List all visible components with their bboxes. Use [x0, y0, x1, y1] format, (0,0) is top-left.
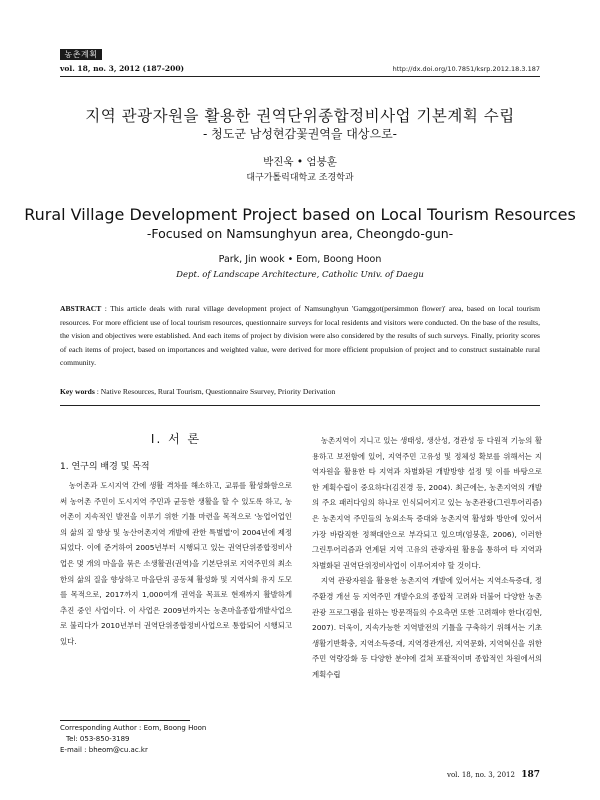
body-paragraph: 농촌지역이 지니고 있는 생태성, 생산성, 경관성 등 다원적 기능의 활용하고 보전함에 있어, 지역주민 고유성 및 정체성 확보를 위해서는 지역자원을 활용한 타 지역과 차별화된 개발방향 설정 및 이를 바탕으로 한 계획수립이 중요하다(김진경 등, 2004). 최근에는, 농촌지역의 개발의 주요 패러다임의 하나로 인식되어지고 있는 농촌관광(그린투어리즘)은 농촌지역 주민들의 농외소득 증대와 농촌지역 활성화 방안에 있어서 가장 바람직한 정책대안으로 부각되고 있으며(엄붕훈, 2006), 이러한 그린투어리즘과 연계된 지역 고유의 관광자원 활용을 통하여 타 지역과 차별화된 권역단위정비사업이 이루어져야 할 것이다. — [312, 436, 542, 570]
footnote-divider — [60, 720, 190, 721]
korean-subtitle: - 청도군 남성현감꽃권역을 대상으로- — [203, 127, 397, 141]
corresponding-author: Corresponding Author : Eom, Boong Hoon — [60, 724, 207, 732]
english-affiliation: Dept. of Landscape Architecture, Catholic Univ. of Daegu — [176, 270, 424, 280]
footer-volume: vol. 18, no. 3, 2012 — [446, 771, 515, 779]
english-title: Rural Village Development Project based on Local Tourism Resources — [24, 205, 576, 224]
section-heading: I. 서 론 — [150, 432, 202, 446]
right-column — [312, 433, 542, 683]
body-paragraph: 지역 관광자원을 활용한 농촌지역 개발에 있어서는 지역소득증대, 정주환경 개선 등 지역주민 개발수요의 종합적 고려와 더불어 다양한 농촌관광 프로그램을 원하는 방문객들의 수요측면 또한 고려해야 한다(김현, 2007). 더욱이, 지속가능한 지역발전의 기틀을 구축하기 위해서는 기초생활기반확충, 지역소득증대, 지역경관개선, 지역문화, 지역혁신을 위한 주민 역량강화 등 다양한 분야에 걸쳐 포괄적이며 종합적인 차원에서의 계획수립 — [312, 576, 542, 679]
abstract-label: ABSTRACT — [60, 304, 102, 313]
abstract-text: : This article deals with rural village development project of Namsunghyun 'Gamggot(persimmon flower)' area, based on local tourism resources. For more efficient use of local tourism resources, questionnaire surveys for local residents and visitors were conducted. On the base of the results, the vision and objectives were established. And each items of project by division were also considered by the results of such surveys. Finally, priority scores of each items of project, based on importances and weighted value, were derived for more efficient propulsion of project and to construct sustainable rural community. — [60, 304, 540, 368]
page-number: 187 — [521, 770, 540, 780]
left-column — [60, 430, 292, 650]
korean-authors: 박진욱 • 엄붕훈 — [263, 156, 337, 168]
doi-link[interactable]: http://dx.doi.org/10.7851/ksrp.2012.18.3.187 — [392, 65, 540, 73]
author-email[interactable]: E-mail : bheom@cu.ac.kr — [60, 746, 148, 754]
keywords-text: : Native Resources, Rural Tourism, Questionnaire Ssurvey, Priority Derivation — [96, 387, 336, 396]
footnote — [60, 723, 206, 756]
header-divider — [60, 76, 540, 77]
page-footer — [447, 770, 540, 780]
english-authors: Park, Jin wook • Eom, Boong Hoon — [218, 254, 382, 265]
abstract — [60, 302, 540, 370]
volume-line: vol. 18, no. 3, 2012 (187-200) — [60, 64, 185, 73]
author-tel: Tel: 053-850-3189 — [66, 735, 130, 743]
english-subtitle: -Focused on Namsunghyun area, Cheongdo-gun- — [146, 226, 454, 241]
korean-affiliation: 대구가톨릭대학교 조경학과 — [246, 173, 354, 183]
keywords-label: Key words — [60, 387, 95, 396]
korean-title: 지역 관광자원을 활용한 권역단위종합정비사업 기본계획 수립 — [85, 107, 515, 125]
abstract-divider — [60, 405, 540, 406]
keywords — [60, 387, 540, 396]
body-paragraph: 농어촌과 도시지역 간에 생활 격차를 해소하고, 교류를 활성화함으로써 농어촌 주민이 도시지역 주민과 균등한 생활을 할 수 있도록 하고, 농어촌이 지속적인 발전을 이루기 위한 기틀 마련을 목적으로 '농업어업인의 삶의 질 향상 및 농산어촌지역 개발에 관한 특별법'이 2004년에 제정되었다. 이에 준거하여 2005년부터 시행되고 있는 권역단위종합정비사업은 몇 개의 마을을 묶은 소생활권(권역)을 기본단위로 지역주민의 최소한의 삶의 질을 향상하고 마을단위 공동체 활성화 및 지역사회 유지 도모를 목적으로, 2017까지 1,000여개 권역을 목표로 현재까지 활발하게 추진 중인 사업이다. 이 사업은 2009년까지는 농촌마을종합개발사업으로 불리다가 2010년부터 권역단위종합정비사업으로 통합되어 시행되고 있다. — [60, 481, 292, 646]
journal-logo: 농촌계획 — [60, 49, 102, 60]
subsection-heading: 1. 연구의 배경 및 목적 — [60, 462, 150, 472]
